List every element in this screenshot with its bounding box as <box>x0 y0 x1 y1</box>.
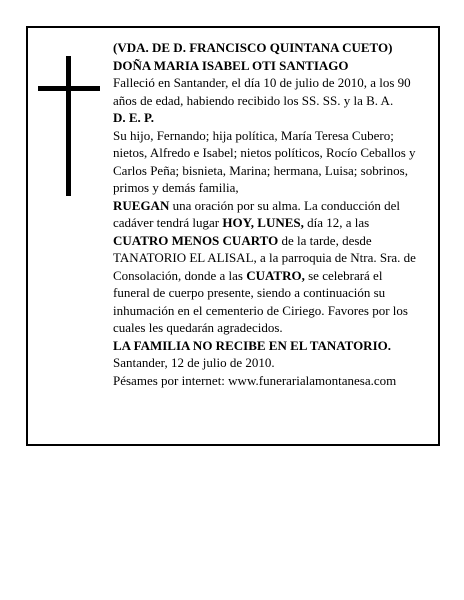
service-text-1: una oración por su alma. La conducción del cadáver tendrá lugar <box>113 197 401 230</box>
rip: D. E. P. <box>113 110 155 125</box>
family-list: Su hijo, Fernando; hija política, María Teresa Cubero; nietos, Alfredo e Isabel; nietos políticos, Rocío Ceballos y Carlos Peña; bisnieta, Marina; hermana, Luisa; sobrinos, primos y demás familia, <box>113 127 416 195</box>
service-text-3: de la tarde, desde TANATORIO EL ALISAL, a la parroquia de Ntra. Sra. de Consolación, donde a las <box>113 232 416 283</box>
service-details <box>113 197 418 337</box>
service-text-2: día 12, a las <box>303 215 370 230</box>
condolences-line: Pésames por internet: www.funerarialamontanesa.com <box>113 372 397 388</box>
service-time: CUATRO MENOS CUARTO <box>113 232 279 248</box>
obituary-text <box>113 39 418 389</box>
deceased-name: DOÑA MARIA ISABEL OTI SANTIAGO <box>113 57 349 73</box>
funeral-time: CUATRO, <box>246 267 305 283</box>
heading-line-1: (VDA. DE D. FRANCISCO QUINTANA CUETO) <box>113 40 393 55</box>
death-notice: Falleció en Santander, el día 10 de julio de 2010, a los 90 años de edad, habiendo recibido los SS. SS. y la B. A. <box>113 75 411 108</box>
place-date: Santander, 12 de julio de 2010. <box>113 355 275 370</box>
service-day: HOY, LUNES, <box>222 215 304 230</box>
cross-icon <box>66 56 71 196</box>
ruegan: RUEGAN <box>113 197 170 213</box>
cross-icon-arm <box>38 86 100 91</box>
service-text-4: se celebrará el funeral de cuerpo presente, siendo a continuación su inhumación en el cementerio de Ciriego. Favores por los cuales les quedarán agradecidos. <box>113 267 408 335</box>
no-visits-notice: LA FAMILIA NO RECIBE EN EL TANATORIO. <box>113 337 391 353</box>
